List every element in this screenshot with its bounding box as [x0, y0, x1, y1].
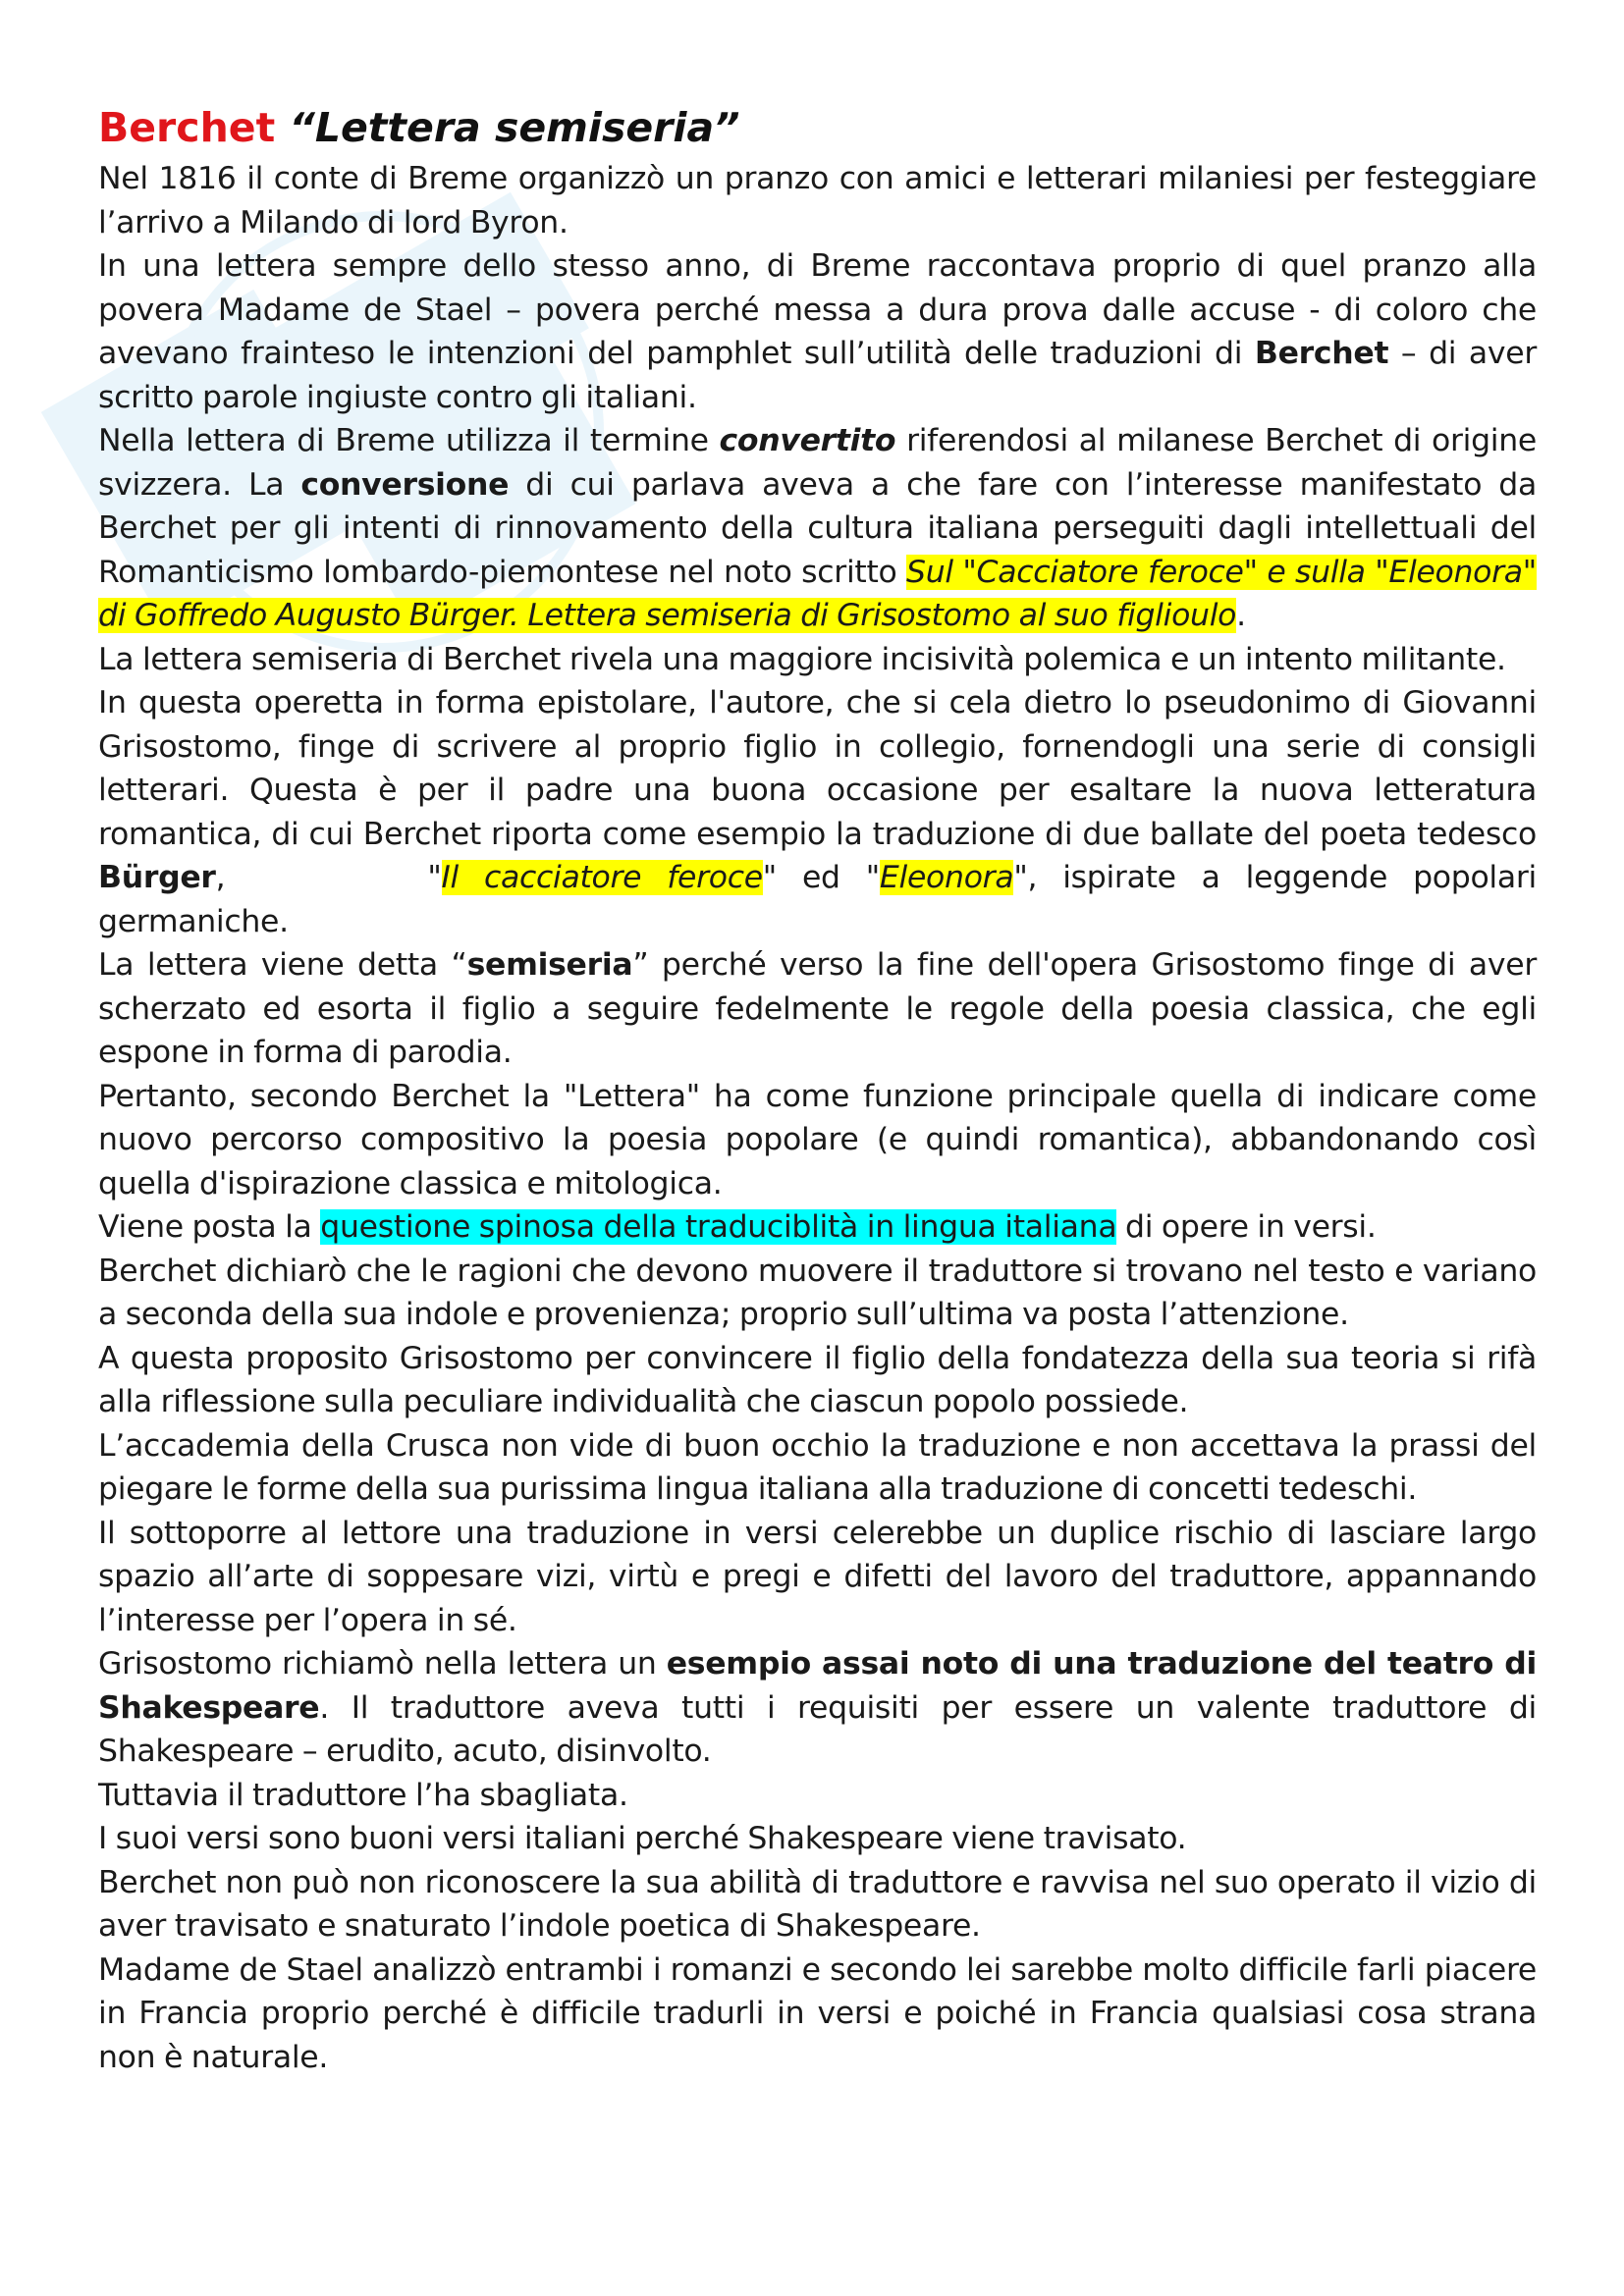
paragraph: In una lettera sempre dello stesso anno, di Breme raccontava proprio di quel pranzo alla povera Madame de Stael – povera perché messa a dura prova dalle accuse - di coloro che avevano frainteso le intenzioni del pamphlet sull’utilità delle traduzioni di Berchet – di aver scritto parole ingiuste contro gli italiani.	[98, 248, 1538, 415]
highlighted-question: questione spinosa della traduciblità in lingua italiana	[320, 1209, 1117, 1245]
document-page	[98, 98, 1537, 2079]
paragraph: L’accademia della Crusca non vide di buon occhio la traduzione e non accettava la prassi del piegare le forme della sua purissima lingua italiana alla traduzione di concetti tedeschi.	[98, 1427, 1537, 1507]
paragraph: Berchet dichiarò che le ragioni che devono muovere il traduttore si trovano nel testo e variano a seconda della sua indole e provenienza; proprio sull’ultima va posta l’attenzione.	[98, 1253, 1537, 1332]
title-work: “Lettera semiseria”	[289, 104, 740, 151]
paragraph: Tuttavia il traduttore l’ha sbagliata.	[98, 1777, 628, 1813]
paragraph: Il sottoporre al lettore una traduzione in versi celerebbe un duplice rischio di lasciare largo spazio all’arte di soppesare vizi, virtù e pregi e difetti del lavoro del traduttore, appannando l’interesse per l’opera in sé.	[98, 1515, 1537, 1638]
highlighted-ballad: Il cacciatore feroce	[441, 860, 763, 895]
paragraph: Pertanto, secondo Berchet la "Lettera" ha come funzione principale quella di indicare come nuovo percorso compositivo la poesia popolare (e quindi romantica), abbandonando così quella d'ispirazione classica e mitologica.	[98, 1078, 1537, 1201]
paragraph: La lettera semiseria di Berchet rivela una maggiore incisività polemica e un intento militante.	[98, 641, 1506, 677]
paragraph: A questa proposito Grisostomo per convincere il figlio della fondatezza della sua teoria si rifà alla riflessione sulla peculiare individualità che ciascun popolo possiede.	[98, 1340, 1537, 1419]
paragraph: Viene posta la questione spinosa della traduciblità in lingua italiana di opere in versi.	[98, 1209, 1377, 1245]
paragraph: Nel 1816 il conte di Breme organizzò un pranzo con amici e letterari milaniesi per festeggiare l’arrivo a Milando di lord Byron.	[98, 161, 1537, 240]
paragraph: La lettera viene detta “semiseria” perché verso la fine dell'opera Grisostomo finge di aver scherzato ed esorta il figlio a seguire fedelmente le regole della poesia classica, che egli espone in forma di parodia.	[98, 947, 1537, 1070]
paragraph: Grisostomo richiamò nella lettera un esempio assai noto di una traduzione del teatro di Shakespeare. Il traduttore aveva tutti i requisiti per essere un valente traduttore di Shakespeare – erudito, acuto, disinvolto.	[98, 1646, 1537, 1769]
document-title	[98, 98, 1537, 157]
highlighted-title: Sul "Cacciatore feroce" e sulla "Eleonora" di Goffredo Augusto Bürger. Lettera semiseria di Grisostomo al suo figlioulo	[98, 554, 1537, 633]
highlighted-ballad: Eleonora	[879, 860, 1014, 895]
paragraph: In questa operetta in forma epistolare, l'autore, che si cela dietro lo pseudonimo di Giovanni Grisostomo, finge di scrivere al proprio figlio in collegio, fornendogli una serie di consigli letterari. Questa è per il padre una buona occasione per esaltare la nuova letteratura romantica, di cui Berchet riporta come esempio la traduzione di due ballate del poeta tedesco Bürger, "Il cacciatore feroce" ed "Eleonora", ispirate a leggende popolari germaniche.	[98, 685, 1537, 939]
paragraph: Nella lettera di Breme utilizza il termine convertito riferendosi al milanese Berchet di origine svizzera. La conversione di cui parlava aveva a che fare con l’interesse manifestato da Berchet per gli intenti di rinnovamento della cultura italiana perseguiti dagli intellettuali del Romanticismo lombardo-piemontese nel noto scritto Sul "Cacciatore feroce" e sulla "Eleonora" di Goffredo Augusto Bürger. Lettera semiseria di Grisostomo al suo figlioulo.	[98, 423, 1538, 633]
paragraph: Madame de Stael analizzò entrambi i romanzi e secondo lei sarebbe molto difficile farli piacere in Francia proprio perché è difficile tradurli in versi e poiché in Francia qualsiasi cosa strana non è naturale.	[98, 1951, 1537, 2075]
document-body	[98, 157, 1537, 2079]
paragraph: Berchet non può non riconoscere la sua abilità di traduttore e ravvisa nel suo operato il vizio di aver travisato e snaturato l’indole poetica di Shakespeare.	[98, 1864, 1537, 1944]
paragraph: I suoi versi sono buoni versi italiani perché Shakespeare viene travisato.	[98, 1821, 1187, 1856]
title-author: Berchet	[98, 104, 276, 151]
